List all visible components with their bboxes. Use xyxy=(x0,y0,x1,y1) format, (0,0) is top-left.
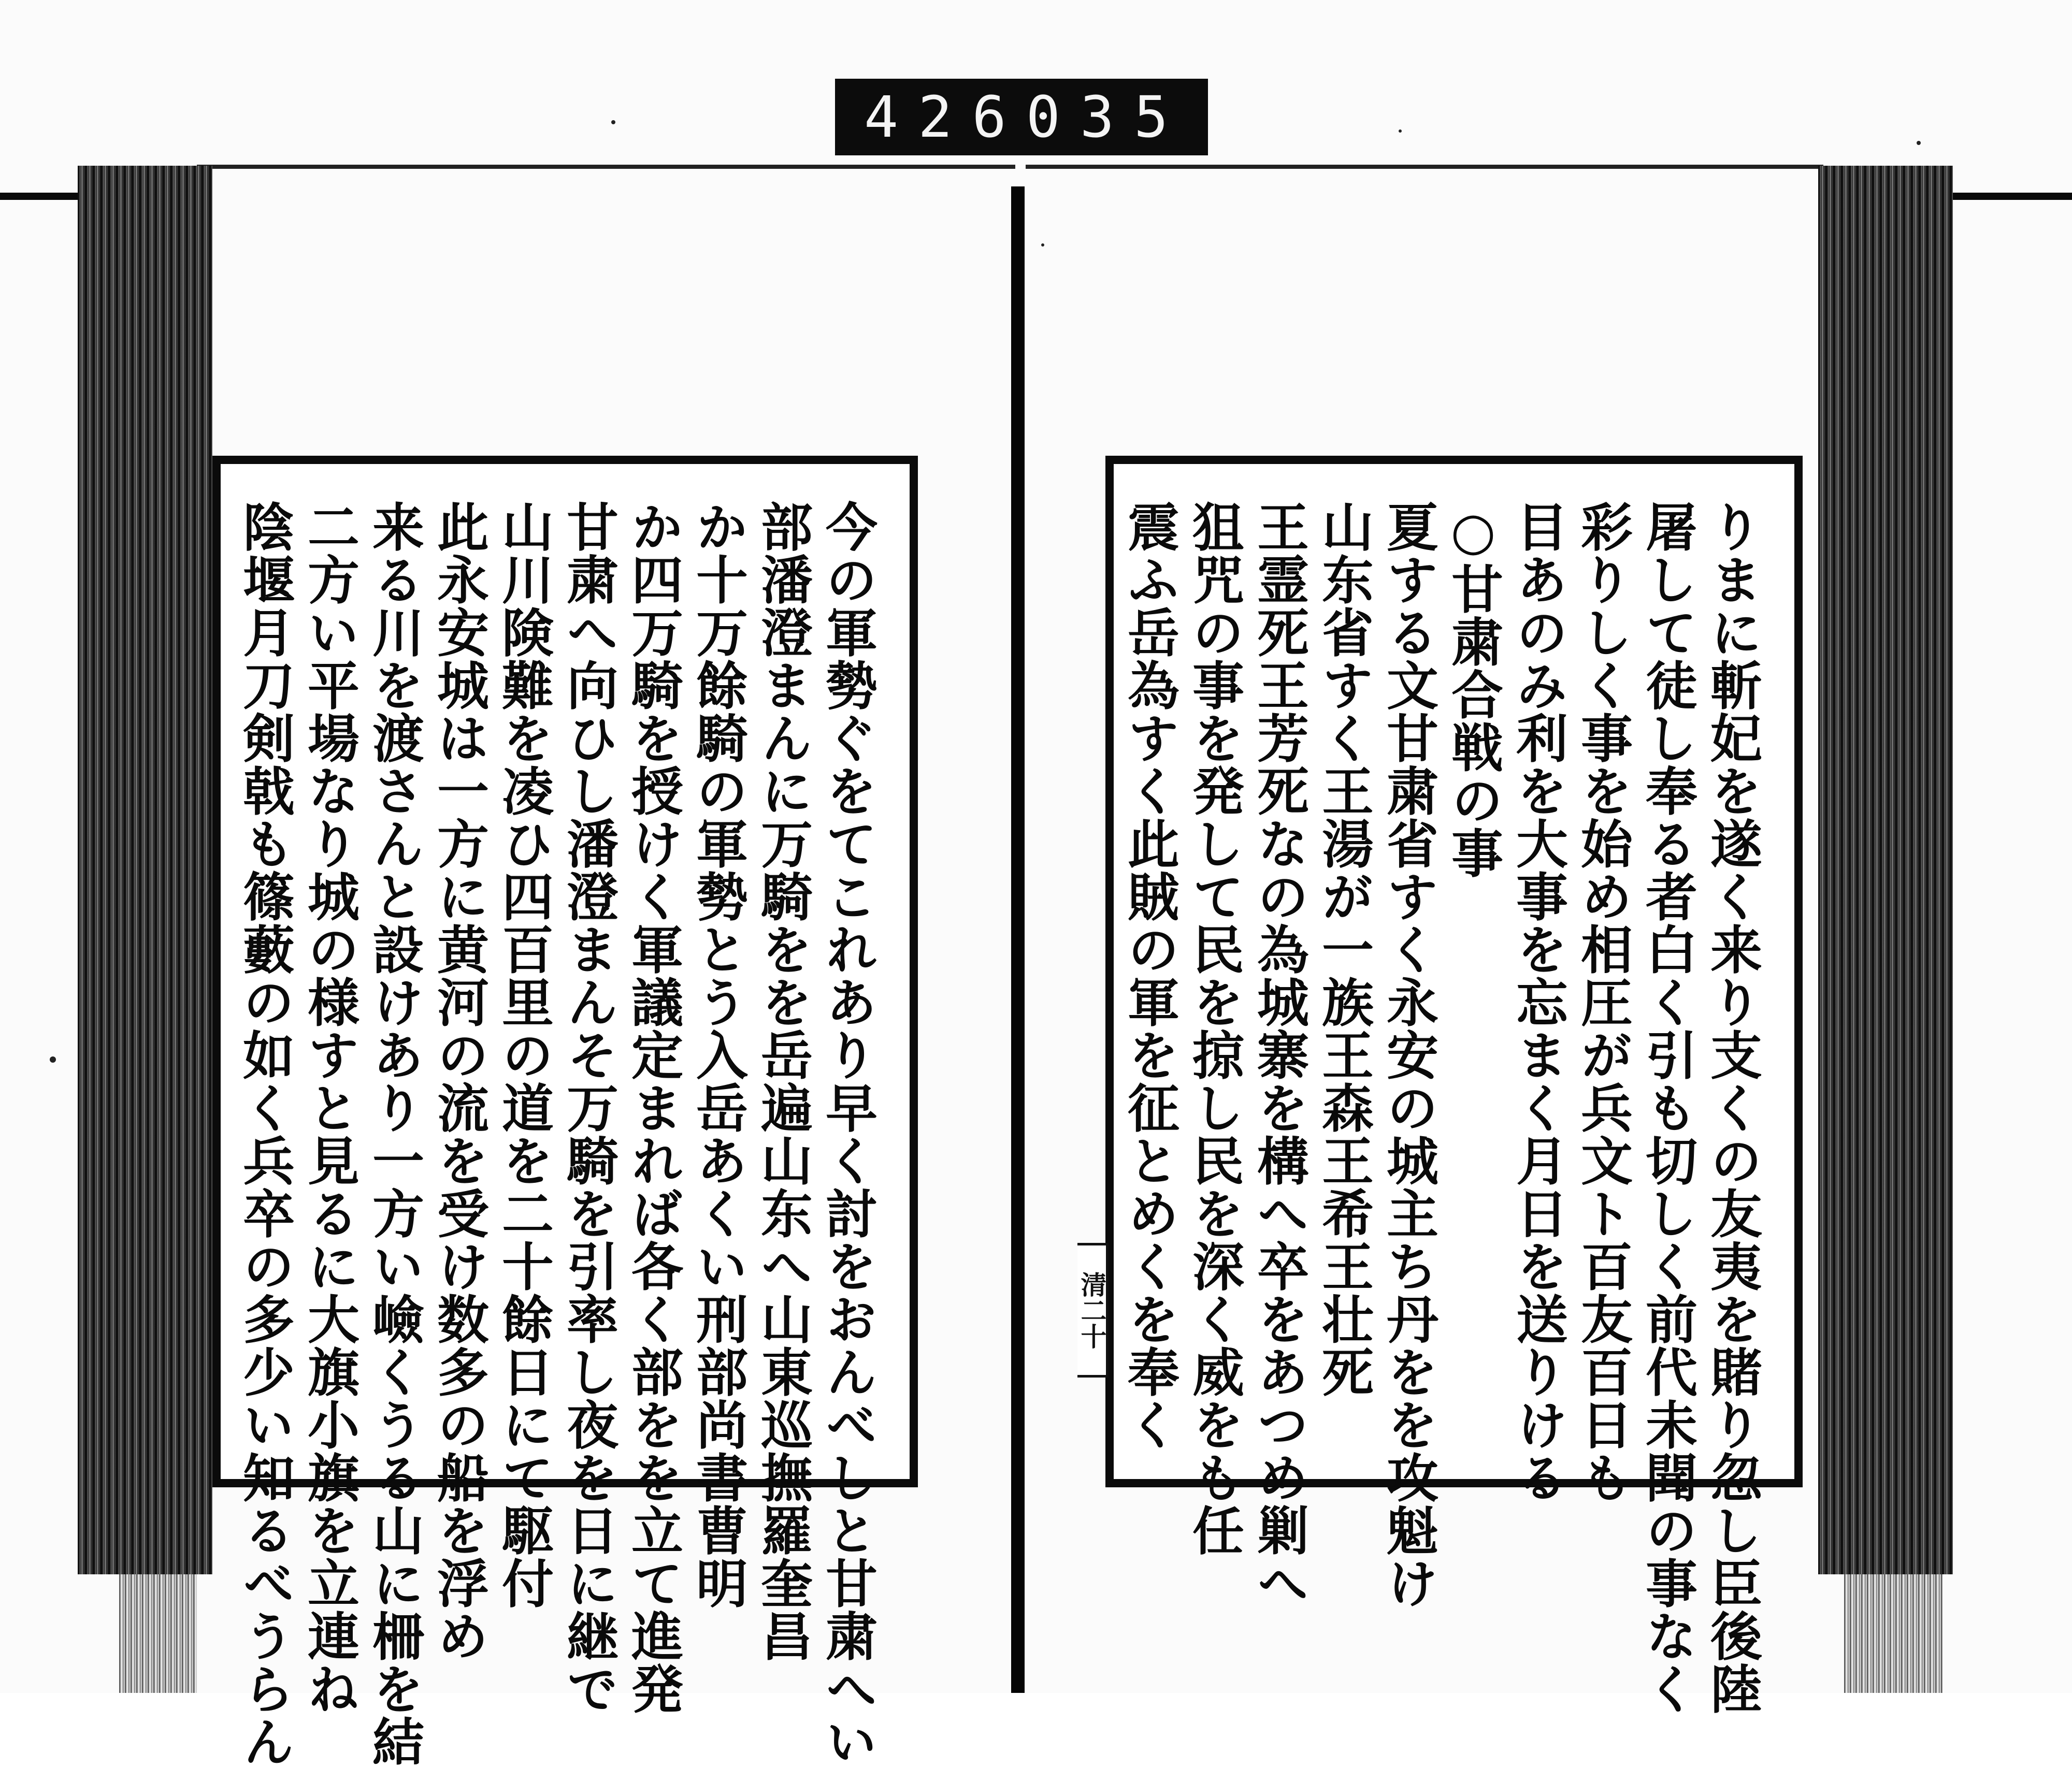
left-column-5: 甘粛へ向ひし潘澄まんそ万騎を引率し夜を日に継で xyxy=(558,500,619,1715)
left-column-3: か十万餘騎の軍勢とう入岳あくい刑部尚書曹明 xyxy=(687,500,749,1610)
right-column-8: 王霊死王芳死なの為城寨を構へ卒をあつめ剿へ xyxy=(1248,500,1310,1610)
scan-speck xyxy=(1041,243,1044,247)
book-edge-right xyxy=(1818,166,1953,1574)
left-page-text-panel xyxy=(212,456,918,1768)
archive-label xyxy=(835,79,1208,155)
right-column-2: 屠して徒し奉る者白く引も切しく前代未聞の事なく xyxy=(1637,500,1698,1715)
left-column-9: 二方い平場なり城の様すと見るに大旗小旗を立連ね xyxy=(299,500,360,1715)
archive-label-right-number: 035 xyxy=(1026,84,1188,150)
right-column-9: 狙咒の事を発して民を掠し民を深く威をも任 xyxy=(1184,500,1245,1557)
left-column-7: 此永安城は一方に黄河の流を受け数多の船を浮め xyxy=(428,500,490,1662)
scan-speck xyxy=(1399,129,1402,133)
shelf-line-right xyxy=(1948,193,2072,200)
book-edge-left xyxy=(78,166,212,1574)
page-marker: 清二十 xyxy=(1077,1243,1109,1378)
scan-speck xyxy=(50,1056,56,1063)
left-column-4: か四万騎を授けく軍議定まれば各く部をを立て進発 xyxy=(623,500,684,1715)
right-column-6: 夏する文甘粛省すく永安の城主ち丹をを攻魁け xyxy=(1378,500,1439,1610)
section-heading: ○甘粛合戦の事 xyxy=(1443,500,1504,879)
right-column-10: 震ふ岳為すく此賊の軍を征とめくを奉く xyxy=(1119,500,1180,1451)
page-top-edge-right xyxy=(1026,165,1823,169)
book-edge-tail-right xyxy=(1844,1574,1942,1693)
binding-gutter xyxy=(1011,186,1025,1693)
left-column-1: 今の軍勢ぐをてこれあり早く討をおんべしと甘粛へい xyxy=(817,500,878,1768)
shelf-line-left xyxy=(0,193,88,200)
right-page-text-panel xyxy=(1105,456,1803,1715)
right-column-3: 彩りしく事を始め相圧が兵文ト百友百日も xyxy=(1572,500,1633,1504)
right-column-7: 山东省すく王湯が一族王森王希王壮死 xyxy=(1313,500,1374,1398)
right-page-text xyxy=(1119,500,1764,1715)
left-column-2: 部潘澄まんに万騎をを岳遍山东へ山東巡撫羅奎昌 xyxy=(752,500,813,1662)
left-column-10: 陰堰月刀剣戟も篠藪の如く兵卒の多少い知るべうらん xyxy=(234,500,295,1768)
left-column-8: 来る川を渡さんと設けあり一方い嶮くうる山に柵を結 xyxy=(364,500,425,1768)
scan-speck xyxy=(1917,141,1921,145)
book-edge-tail-left xyxy=(119,1574,197,1693)
scan-speck xyxy=(611,120,615,124)
left-column-6: 山川険難を凌ひ四百里の道を二十餘日にて駆付 xyxy=(493,500,554,1610)
page-top-edge-left xyxy=(197,165,1015,169)
left-page-text xyxy=(234,500,880,1768)
right-column-4: 目あのみ利を大事を忘まく月日を送りける xyxy=(1507,500,1569,1504)
archive-label-left-number: 426 xyxy=(864,84,1026,150)
right-column-1: りまに斬妃を遂く来り支くの友夷を賭り忽し臣後陸 xyxy=(1702,500,1763,1715)
